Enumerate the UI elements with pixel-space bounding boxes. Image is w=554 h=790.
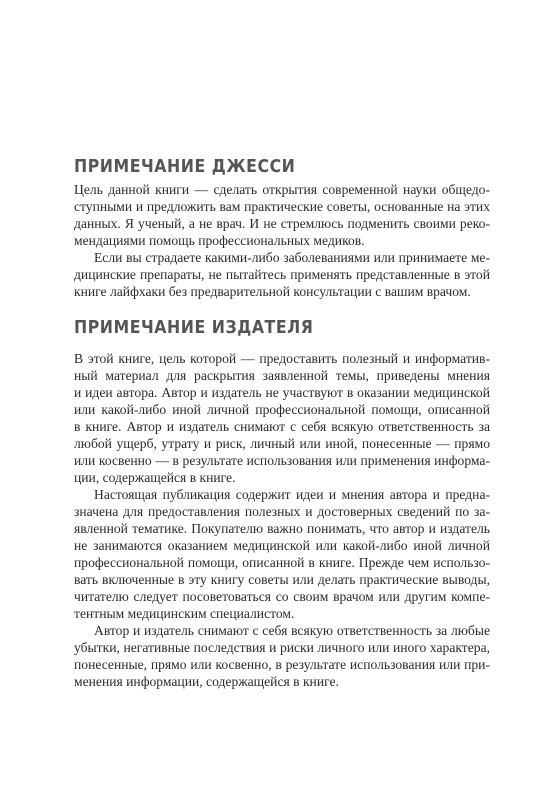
text-line: или косвенно — в результате использования или применения информа- xyxy=(74,453,490,468)
text-line: менения информации, содержащейся в книге. xyxy=(74,674,339,689)
paragraph xyxy=(74,622,490,690)
text-line: в книге. Автор и издатель снимают с себя всякую ответственность за xyxy=(74,419,490,434)
text-line: понесенные, прямо или косвенно, в результате использования или при- xyxy=(74,657,490,672)
paragraph xyxy=(74,350,490,486)
section-heading-publisher-note: ПРИМЕЧАНИЕ ИЗДАТЕЛЯ xyxy=(74,318,314,338)
paragraph xyxy=(74,486,490,622)
text-line: профессиональной помощи, описанной в книге. Прежде чем использо- xyxy=(74,555,490,570)
paragraph xyxy=(74,249,490,300)
text-line: ный материал для раскрытия заявленной темы, приведены мнения xyxy=(74,368,490,383)
text-line: Цель данной книги — сделать открытия современной науки общедо- xyxy=(74,182,490,197)
text-line: не занимаются оказанием медицинской или какой-либо иной личной xyxy=(74,538,490,553)
text-line: В этой книге, цель которой — предоставить полезный и информатив- xyxy=(74,351,490,366)
text-line: читателю следует посоветоваться со своим врачом или другим компе- xyxy=(74,589,490,604)
text-line: ступными и предложить вам практические советы, основанные на этих xyxy=(74,199,490,214)
paragraph xyxy=(74,181,490,249)
text-line: любой ущерб, утрату и риск, личный или иной, понесенные — прямо xyxy=(74,436,490,451)
text-line: тентным медицинским специалистом. xyxy=(74,606,295,621)
text-line: данных. Я ученый, а не врач. И не стремлюсь подменить своими реко- xyxy=(74,216,490,231)
text-line: и идеи автора. Автор и издатель не участвуют в оказании медицинской xyxy=(74,385,490,400)
text-line: убытки, негативные последствия и риски личного или иного характера, xyxy=(74,640,490,655)
text-line: или какой-либо иной личной профессиональной помощи, описанной xyxy=(74,402,490,417)
section-heading-jesse-note: ПРИМЕЧАНИЕ ДЖЕССИ xyxy=(74,157,296,177)
text-line: явленной тематике. Покупателю важно понимать, что автор и издатель xyxy=(74,521,490,536)
text-line: книге лайфхаки без предварительной консультации с вашим врачом. xyxy=(74,284,471,299)
text-line: дицинские препараты, не пытайтесь применять представленные в этой xyxy=(74,267,490,282)
text-line: Автор и издатель снимают с себя всякую ответственность за любые xyxy=(94,623,490,638)
text-line: значена для предоставления полезных и достоверных сведений по за- xyxy=(74,504,490,519)
text-line: вать включенные в эту книгу советы или делать практические выводы, xyxy=(74,572,490,587)
text-line: мендациями помощь профессиональных медиков. xyxy=(74,233,365,248)
text-line: ции, содержащейся в книге. xyxy=(74,470,236,485)
text-line: Настоящая публикация содержит идеи и мнения автора и предна- xyxy=(94,487,490,502)
text-line: Если вы страдаете какими-либо заболеваниями или принимаете ме- xyxy=(94,250,490,265)
